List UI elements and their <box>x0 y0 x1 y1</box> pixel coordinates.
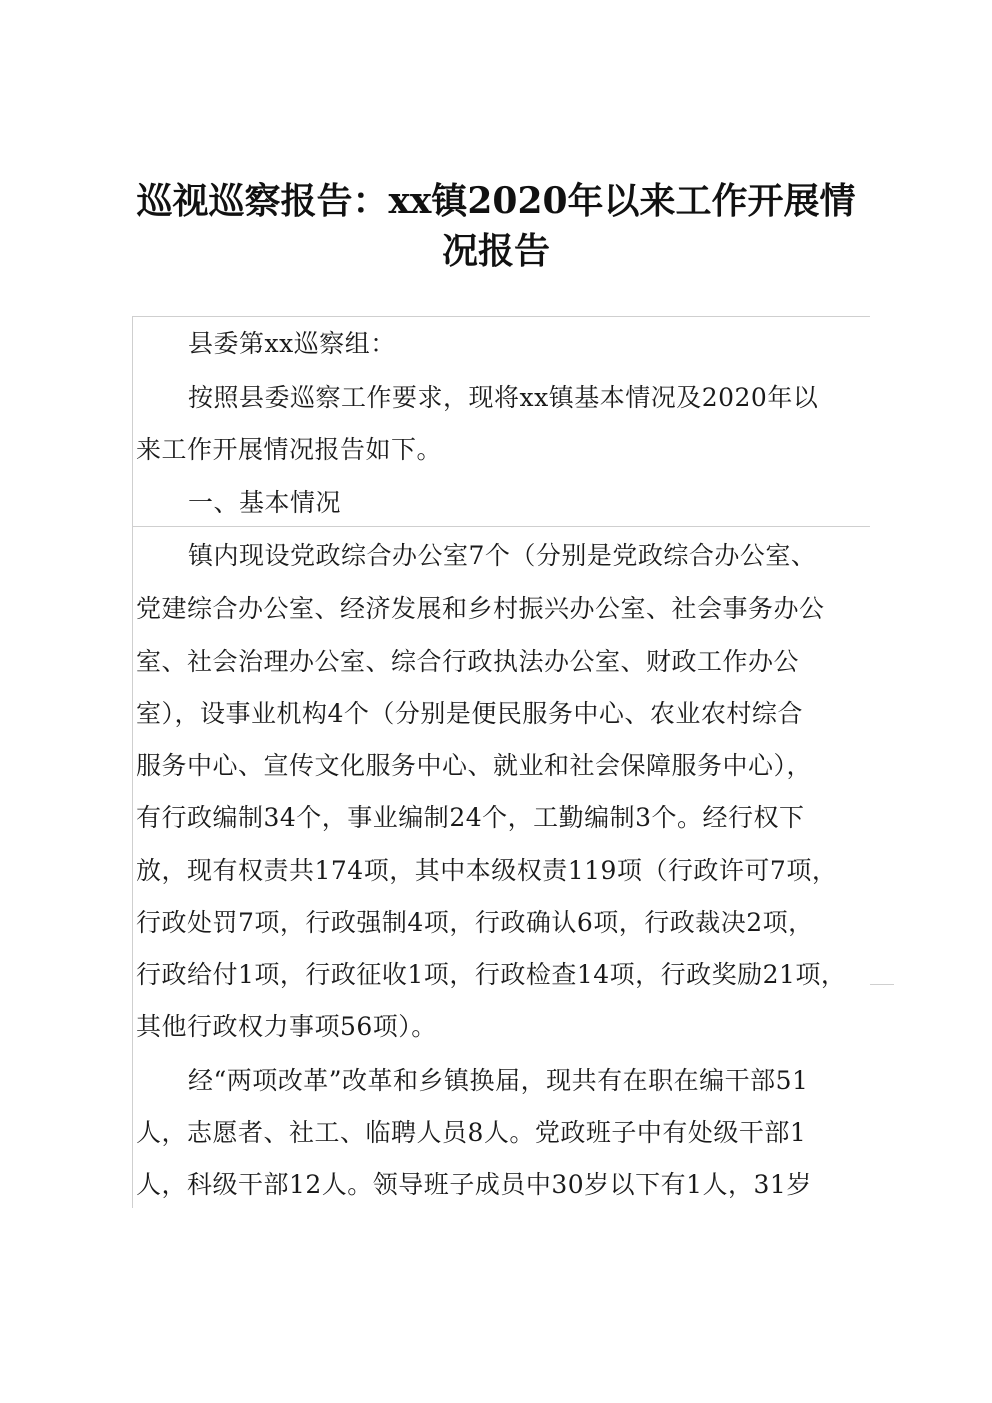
paragraph-line: 经“两项改革”改革和乡镇换届，现共有在职在编干部51 <box>188 1066 809 1095</box>
paragraph-line: 人，志愿者、社工、临聘人员8人。党政班子中有处级干部1 <box>136 1118 807 1147</box>
frame-top-border <box>132 316 870 317</box>
document-title-line-2: 况报告 <box>441 230 550 272</box>
salutation: 县委第xx巡察组： <box>188 329 396 358</box>
paragraph-line: 来工作开展情况报告如下。 <box>136 435 443 464</box>
paragraph-line: 党建综合办公室、经济发展和乡村振兴办公室、社会事务办公 <box>136 594 825 623</box>
paragraph-line: 其他行政权力事项56项）。 <box>136 1012 437 1041</box>
paragraph-line: 有行政编制34个，事业编制24个，工勤编制3个。经行权下 <box>136 803 805 832</box>
paragraph-line: 人，科级干部12人。领导班子成员中30岁以下有1人，31岁 <box>136 1170 812 1199</box>
paragraph-line: 行政给付1项，行政征收1项，行政检查14项，行政奖励21项， <box>136 960 847 989</box>
section-heading: 一、基本情况 <box>188 488 342 517</box>
paragraph-line: 镇内现设党政综合办公室7个（分别是党政综合办公室、 <box>188 541 817 570</box>
paragraph-line: 室），设事业机构4个（分别是便民服务中心、农业农村综合 <box>136 699 803 728</box>
frame-right-stub <box>870 984 894 985</box>
paragraph-line: 放，现有权责共174项，其中本级权责119项（行政许可7项， <box>136 856 838 885</box>
document-title <box>100 176 892 276</box>
document-title-line-1: 巡视巡察报告：xx镇2020年以来工作开展情 <box>136 180 856 222</box>
paragraph-line: 服务中心、宣传文化服务中心、就业和社会保障服务中心）， <box>136 751 813 780</box>
frame-left-border <box>132 316 133 1208</box>
paragraph-line: 按照县委巡察工作要求，现将xx镇基本情况及2020年以 <box>188 383 819 412</box>
paragraph-line: 室、社会治理办公室、综合行政执法办公室、财政工作办公 <box>136 647 800 676</box>
paragraph-line: 行政处罚7项，行政强制4项，行政确认6项，行政裁决2项， <box>136 908 814 937</box>
